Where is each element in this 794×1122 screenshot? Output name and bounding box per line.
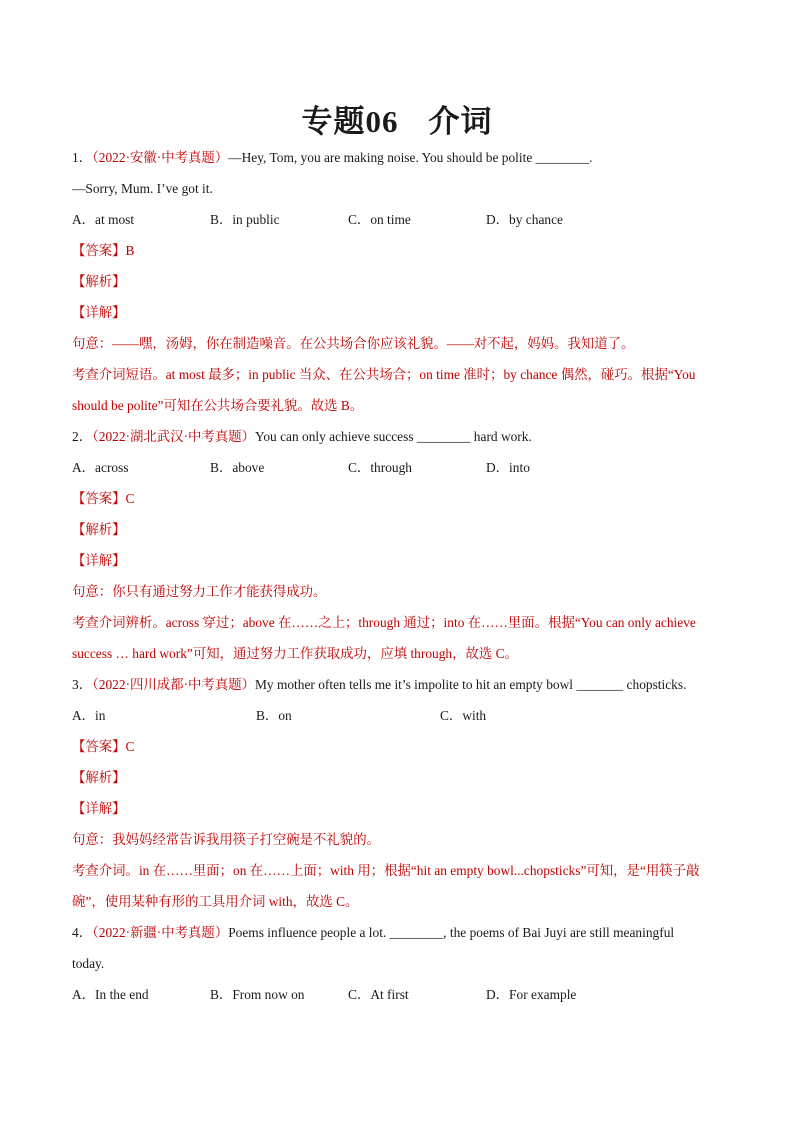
q2-option-a: A．across: [72, 460, 129, 475]
q1-number: 1．: [72, 150, 93, 165]
q3-stem-text: My mother often tells me it’s impolite to hit an empty bowl _______ chopsticks.: [255, 677, 687, 692]
q1-analysis-line2: should be polite”可知在公共场合要礼貌。故选 B。: [72, 398, 364, 413]
q3-detail-label: 【详解】: [72, 801, 126, 816]
q4-source: （2022·新疆·中考真题）: [92, 925, 229, 940]
q2-source: （2022·湖北武汉·中考真题）: [92, 429, 255, 444]
q4-options: [72, 979, 732, 1010]
q1-options: [72, 204, 732, 235]
q3-option-a: A．in: [72, 708, 106, 723]
q4-stem: [72, 917, 732, 948]
title-main: 专题06: [301, 104, 399, 139]
q2-meaning: 句意：你只有通过努力工作才能获得成功。: [72, 584, 327, 599]
q1-answer: 【答案】B: [72, 243, 135, 258]
q3-source: （2022·四川成都·中考真题）: [92, 677, 255, 692]
q4-stem-text: Poems influence people a lot. ________, the poems of Bai Juyi are still meaningful: [228, 925, 675, 940]
q2-detail-label: 【详解】: [72, 553, 126, 568]
q1-option-b: B．in public: [210, 212, 280, 227]
q1-option-c: C．on time: [348, 212, 411, 227]
q3-answer: 【答案】C: [72, 739, 135, 754]
q4-stem-continued: today.: [72, 956, 105, 971]
q2-option-b: B．above: [210, 460, 265, 475]
q2-analysis-line2: success … hard work”可知，通过努力工作获取成功，应填 through，故选 C。: [72, 646, 518, 661]
q2-option-c: C．through: [348, 460, 412, 475]
q3-option-b: B．on: [256, 708, 292, 723]
document-body: [72, 142, 732, 1010]
title-sub: 介词: [428, 104, 493, 139]
q1-detail-label: 【详解】: [72, 305, 126, 320]
q2-options: [72, 452, 732, 483]
q1-option-a: A．at most: [72, 212, 135, 227]
q4-option-c: C．At first: [348, 987, 409, 1002]
q1-source: （2022·安徽·中考真题）: [92, 150, 229, 165]
q3-analysis-label: 【解析】: [72, 770, 126, 785]
q1-stem: [72, 142, 732, 173]
q1-analysis-line1: 考查介词短语。at most 最多；in public 当众、在公共场合；on time 准时；by chance 偶然，碰巧。根据“You: [72, 367, 696, 382]
q4-option-d: D．For example: [486, 987, 577, 1002]
q2-analysis-line1: 考查介词辨析。across 穿过；above 在……之上；through 通过；into 在……里面。根据“You can only achieve: [72, 615, 696, 630]
q3-meaning: 句意：我妈妈经常告诉我用筷子打空碗是不礼貌的。: [72, 832, 380, 847]
q2-stem: [72, 421, 732, 452]
q2-analysis-label: 【解析】: [72, 522, 126, 537]
q3-analysis-line1: 考查介词。in 在……里面；on 在……上面；with 用；根据“hit an empty bowl...chopsticks”可知，是“用筷子敲: [72, 863, 700, 878]
q1-analysis-label: 【解析】: [72, 274, 126, 289]
page-title: [0, 96, 794, 141]
q1-meaning: 句意：——嘿，汤姆，你在制造噪音。在公共场合你应该礼貌。——对不起，妈妈。我知道了。: [72, 336, 635, 351]
q3-stem: [72, 669, 732, 700]
q1-stem-text: —Hey, Tom, you are making noise. You should be polite ________.: [228, 150, 593, 165]
q4-number: 4．: [72, 925, 93, 940]
q2-option-d: D．into: [486, 460, 530, 475]
q3-analysis-line2: 碗”，使用某种有形的工具用介词 with，故选 C。: [72, 894, 359, 909]
q1-stem-reply: —Sorry, Mum. I’ve got it.: [72, 181, 213, 196]
q2-stem-text: You can only achieve success ________ hard work.: [255, 429, 532, 444]
q4-option-a: A．In the end: [72, 987, 149, 1002]
q3-options: [72, 700, 732, 731]
q3-number: 3．: [72, 677, 93, 692]
q4-option-b: B．From now on: [210, 987, 305, 1002]
q2-answer: 【答案】C: [72, 491, 135, 506]
q2-number: 2．: [72, 429, 93, 444]
q3-option-c: C．with: [440, 708, 487, 723]
q1-option-d: D．by chance: [486, 212, 563, 227]
